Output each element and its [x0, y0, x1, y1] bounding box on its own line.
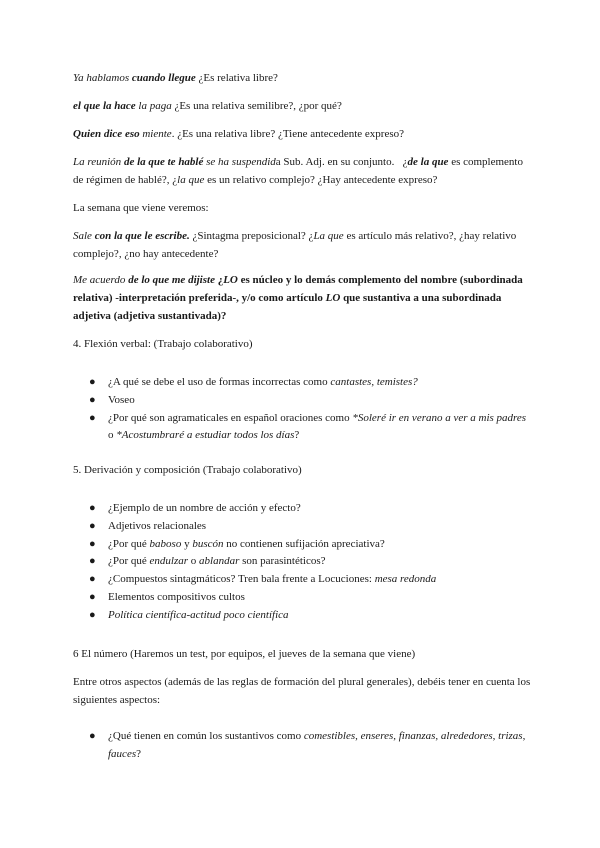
list-item: ● ¿Compuestos sintagmáticos? Tren bala frente a Locuciones: mesa redonda: [73, 571, 533, 589]
question-sale-con-la-que: Sale con la que le escribe. ¿Sintagma preposicional? ¿La que es artículo más relativo?, ¿hay relativo complejo?, ¿no hay antecedente?: [73, 230, 517, 260]
list-item: ● Política científica-actitud poco científica: [73, 607, 533, 625]
bullet-icon: ●: [89, 393, 96, 406]
bullet-icon: ●: [89, 537, 96, 550]
list-item: ● ¿Qué tienen en común los sustantivos como comestibles, enseres, finanzas, alrededores, trizas, fauces?: [89, 730, 526, 760]
list-item: ● Voseo: [73, 392, 533, 410]
next-week-heading: La semana que viene veremos:: [73, 202, 209, 214]
bullet-icon: ●: [89, 411, 96, 424]
question-me-acuerdo: Me acuerdo de lo que me dijiste ¿LO es núcleo y lo demás complemento del nombre (subordinada relativa) -interpretación preferida-, y/o como artículo LO que sustantiva a una subordinada adjetiva (adjetiva sustantivada)?: [73, 274, 523, 322]
bullet-icon: ●: [89, 730, 96, 742]
list-item: ● Adjetivos relacionales: [73, 518, 533, 536]
question-la-reunion: La reunión de la que te hablé se ha suspendida Sub. Adj. en su conjunto. ¿de la que es complemento de régimen de hablé?, ¿la que es un relativo complejo? ¿Hay antecedente expreso?: [73, 156, 523, 186]
section-6-intro: Entre otros aspectos (además de las reglas de formación del plural generales), debéis tener en cuenta los siguientes aspectos:: [73, 676, 531, 706]
section-6-list: [73, 728, 533, 764]
section-4-list: [73, 374, 533, 445]
question-relativa-libre: Ya hablamos cuando llegue ¿Es relativa libre?: [73, 72, 278, 84]
section-4-heading: 4. Flexión verbal: (Trabajo colaborativo): [73, 338, 253, 350]
bullet-icon: ●: [89, 608, 96, 621]
list-item: ● ¿Ejemplo de un nombre de acción y efecto?: [73, 500, 533, 518]
list-item: ● ¿Por qué baboso y buscón no contienen sufijación apreciativa?: [73, 536, 533, 554]
section-6-heading: 6 El número (Haremos un test, por equipos, el jueves de la semana que viene): [73, 648, 416, 660]
question-quien-dice-eso: Quien dice eso miente. ¿Es una relativa libre? ¿Tiene antecedente expreso?: [73, 128, 405, 140]
list-item: ● ¿A qué se debe el uso de formas incorrectas como cantastes, temistes?: [73, 374, 533, 392]
bullet-icon: ●: [89, 376, 96, 388]
section-5-list: [73, 500, 533, 625]
question-relativa-semilibre: el que la hace la paga ¿Es una relativa semilibre?, ¿por qué?: [73, 100, 342, 112]
list-item: ● Elementos compositivos cultos: [73, 589, 533, 607]
list-item: ● ¿Por qué son agramaticales en español oraciones como *Soleré ir en verano a ver a mis padres o *Acostumbraré a estudiar todos los días?: [89, 411, 527, 442]
bullet-icon: ●: [89, 502, 96, 514]
bullet-icon: ●: [89, 555, 96, 568]
bullet-icon: ●: [89, 519, 96, 532]
list-item: ● ¿Por qué endulzar o ablandar son parasintéticos?: [73, 553, 533, 571]
bullet-icon: ●: [89, 573, 96, 586]
bullet-icon: ●: [89, 591, 96, 604]
section-5-heading: 5. Derivación y composición (Trabajo colaborativo): [73, 464, 302, 476]
